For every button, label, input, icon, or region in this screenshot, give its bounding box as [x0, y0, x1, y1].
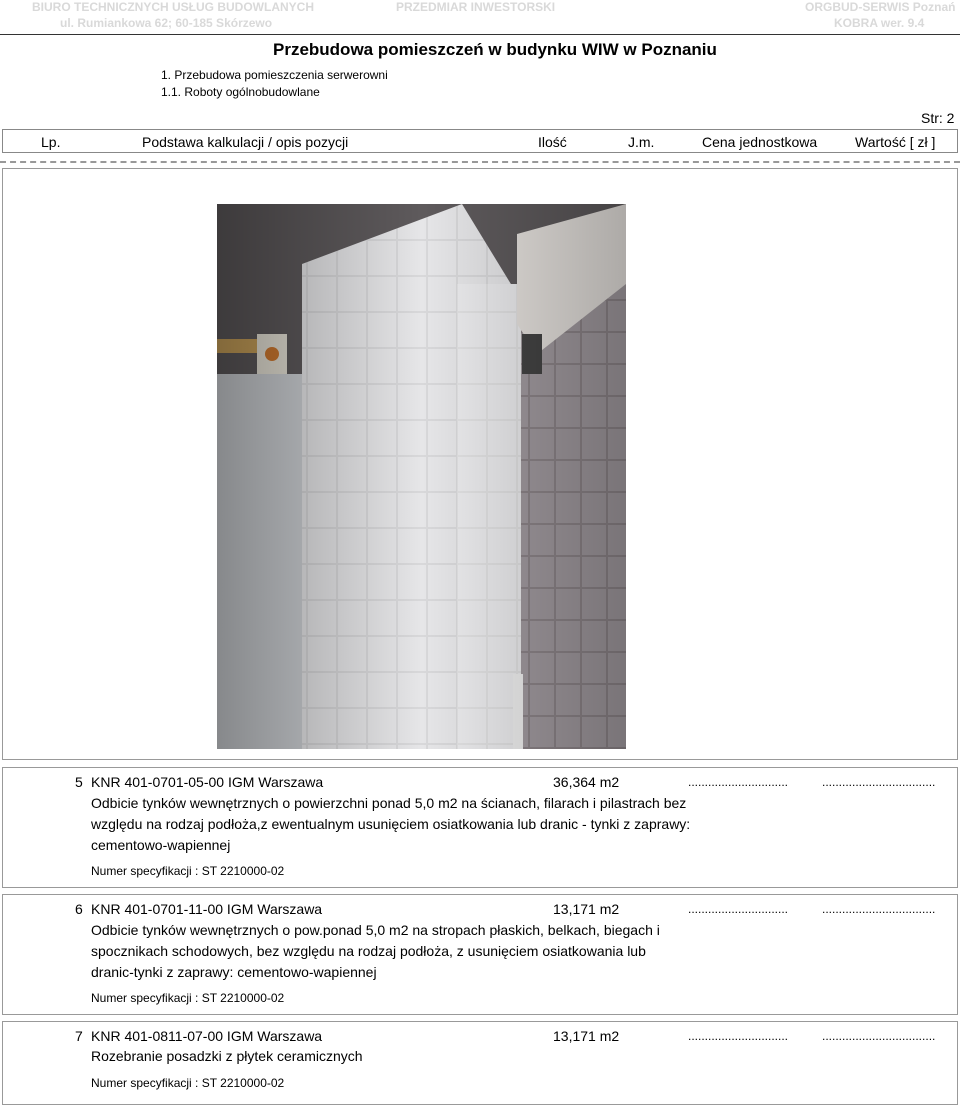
- item-description-line: Odbicie tynków wewnętrznych o pow.ponad 5,0 m2 na stropach płaskich, belkach, biegach i: [91, 922, 660, 938]
- page-number: Str: 2: [921, 110, 955, 126]
- tiled-wall-photo-icon: [217, 204, 626, 749]
- item-qty: 13,171 m2: [553, 1028, 620, 1044]
- item-unit-price: ..............................: [688, 902, 789, 916]
- software-vendor: ORGBUD-SERWIS Poznań: [805, 0, 956, 14]
- item-unit-price: ..............................: [688, 775, 789, 789]
- column-unit: J.m.: [628, 134, 655, 150]
- company-address: ul. Rumiankowa 62; 60-185 Skórzewo: [60, 16, 273, 30]
- column-header-row: [2, 129, 958, 153]
- column-value: Wartość [ zł ]: [855, 134, 936, 150]
- header-divider: [0, 34, 960, 35]
- item-value: ..................................: [822, 902, 936, 916]
- breadcrumb-level1: 1. Przebudowa pomieszczenia serwerowni: [161, 68, 388, 82]
- item-specification: Numer specyfikacji : ST 2210000-02: [91, 1076, 285, 1090]
- item-lp: 6: [75, 901, 83, 917]
- item-basis: KNR 401-0701-05-00 IGM Warszawa: [91, 774, 324, 790]
- item-qty: 36,364 m2: [553, 774, 620, 790]
- item-lp: 5: [75, 774, 83, 790]
- item-description-line: dranic-tynki z zaprawy: cementowo-wapiennej: [91, 964, 377, 980]
- item-description-line: cementowo-wapiennej: [91, 837, 231, 853]
- item-description-line: spocznikach schodowych, bez względu na rodzaj podłoża, z usunięciem osiatkowania lub: [91, 943, 646, 959]
- item-description-line: Odbicie tynków wewnętrznych o powierzchni ponad 5,0 m2 na ścianach, filarach i pilastrach bez: [91, 795, 687, 811]
- item-basis: KNR 401-0701-11-00 IGM Warszawa: [91, 901, 323, 917]
- item-lp: 7: [75, 1028, 83, 1044]
- item-specification: Numer specyfikacji : ST 2210000-02: [91, 864, 285, 878]
- page-title: Przebudowa pomieszczeń w budynku WIW w Poznaniu: [273, 40, 717, 59]
- item-value: ..................................: [822, 1029, 936, 1043]
- software-version: KOBRA wer. 9.4: [834, 16, 925, 30]
- document-type: PRZEDMIAR INWESTORSKI: [396, 0, 556, 14]
- item-unit-price: ..............................: [688, 1029, 789, 1043]
- breadcrumb-level2: 1.1. Roboty ogólnobudowlane: [161, 85, 320, 99]
- column-unit-price: Cena jednostkowa: [702, 134, 818, 150]
- dashed-separator: [0, 161, 960, 163]
- company-name: BIURO TECHNICZNYCH USŁUG BUDOWLANYCH: [32, 0, 314, 14]
- column-basis: Podstawa kalkulacji / opis pozycji: [142, 134, 349, 150]
- item-value: ..................................: [822, 775, 936, 789]
- column-qty: Ilość: [538, 134, 567, 150]
- column-lp: Lp.: [41, 134, 61, 150]
- item-basis: KNR 401-0811-07-00 IGM Warszawa: [91, 1028, 323, 1044]
- item-description-line: Rozebranie posadzki z płytek ceramicznych: [91, 1048, 363, 1064]
- item-specification: Numer specyfikacji : ST 2210000-02: [91, 991, 285, 1005]
- item-qty: 13,171 m2: [553, 901, 620, 917]
- item-description-line: względu na rodzaj podłoża,z ewentualnym usunięciem osiatkowania lub dranic - tynki z zaprawy:: [91, 816, 691, 832]
